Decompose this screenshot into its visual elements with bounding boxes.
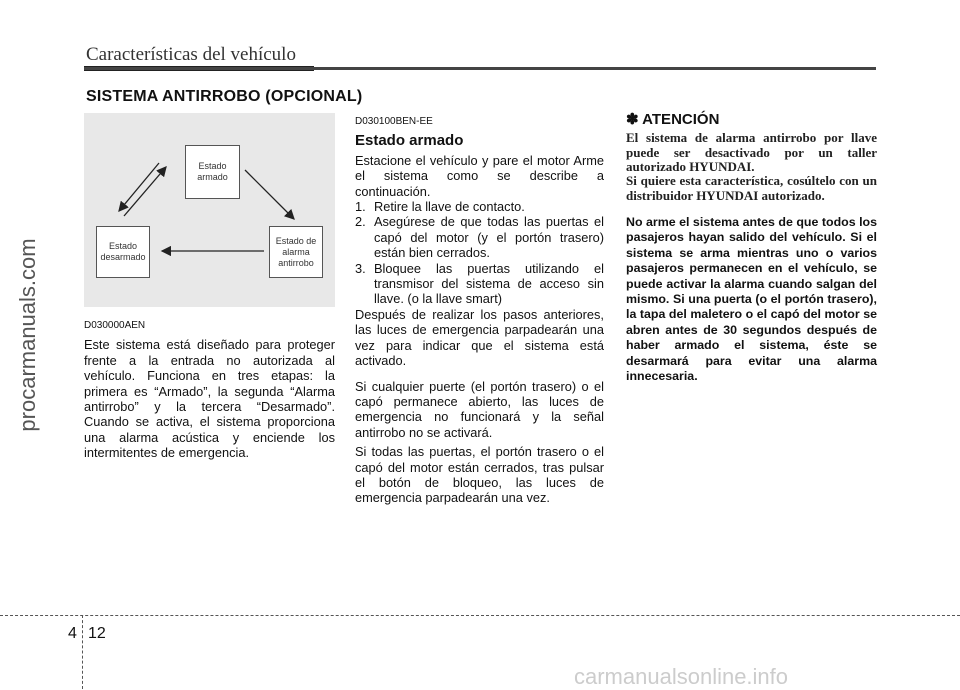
footer-rule: [0, 615, 960, 616]
arrow-armed-to-disarmed: [119, 163, 159, 211]
step-item: [355, 261, 604, 307]
step-text: Retire la llave de contacto.: [374, 199, 525, 215]
column-attention: [626, 112, 877, 384]
attention-note-1: El sistema de alarma antirrobo por llave puede ser desactivado por un taller autorizado HYUNDAI.: [626, 130, 877, 174]
closed-doors-paragraph: Si todas las puertas, el portón trasero o el capó del motor están cerrados, tras pulsar el botón de bloqueo, las luces de emergencia parpadearán una vez.: [355, 444, 604, 506]
step-text: Asegúrese de que todas las puertas el capó del motor (y el portón trasero) están bien cerrados.: [374, 214, 604, 261]
state-label-armed: Estado armado: [197, 161, 228, 182]
chapter-number: 4: [68, 625, 77, 642]
step-number: 2.: [355, 214, 366, 230]
attention-warning: No arme el sistema antes de que todos los pasajeros hayan salido del vehículo. Si el sistema se arma mientras uno o varios pasajeros permanecen en el vehículo, se puede activar la alarma cuando salgan del mismo. Si una puerta (o el portón trasero), la tapa del maletero o el capó del motor se abren antes de 30 segundos después de haber armado el sistema, éste se desarmará para evitar una alarma innecesaria.: [626, 214, 877, 383]
alarm-state-diagram: [84, 113, 335, 307]
page-header-title: Características del vehículo: [86, 44, 296, 65]
section-code: D030100BEN-EE: [355, 116, 433, 127]
column-intro: [84, 318, 335, 461]
intro-paragraph: Este sistema está diseñado para proteger frente a la entrada no autorizada al vehículo. Funciona en tres etapas: la primera es “Armado”, la segunda “Alarma antirrobo” y la tercera “Desarmado”. Cuando se activa, el sistema proporciona una alarma acústica y enciende los intermitentes de emergencia.: [84, 337, 335, 461]
attention-note-2: Si quiere esta característica, cosúltelo con un distribuidor HYUNDAI autorizado.: [626, 173, 877, 203]
arrow-armed-to-alarm: [245, 170, 294, 219]
page-number: 12: [88, 625, 106, 642]
armed-paragraph: Después de realizar los pasos anteriores, las luces de emergencia parpadearán una vez para indicar que el sistema está activado.: [355, 306, 604, 369]
state-box-disarmed: [96, 226, 150, 278]
bottom-watermark: carmanualsonline.info: [574, 664, 789, 689]
step-number: 3.: [355, 260, 366, 276]
step-item: [355, 199, 604, 214]
step-number: 1.: [355, 199, 366, 215]
attention-heading: ✽ ATENCIÓN: [626, 111, 720, 128]
open-door-paragraph: Si cualquier puerte (el portón trasero) o el capó permanece abierto, las luces de emergencia no funcionará y la señal antirrobo no se activará.: [355, 378, 604, 440]
armed-intro: Estacione el vehículo y pare el motor Arme el sistema como se describe a continuación.: [355, 152, 604, 199]
step-item: [355, 214, 604, 260]
step-text: Bloquee las puertas utilizando el transmisor del sistema de acceso sin llave. (o la llave smart): [374, 260, 604, 307]
state-label-alarm: Estado de alarma antirrobo: [275, 235, 317, 268]
state-box-alarm: [269, 226, 323, 278]
section-code: D030000AEN: [84, 320, 146, 331]
column-armed-state: [355, 114, 604, 506]
state-label-disarmed: Estado desarmado: [100, 241, 146, 262]
side-watermark: procarmanuals.com: [15, 238, 40, 432]
section-title: SISTEMA ANTIRROBO (OPCIONAL): [86, 88, 363, 105]
state-box-armed: [185, 145, 240, 199]
subsection-heading: Estado armado: [355, 132, 464, 150]
header-rule: [84, 67, 876, 70]
arrow-disarmed-to-armed: [124, 167, 166, 216]
footer-divider: [82, 615, 83, 689]
